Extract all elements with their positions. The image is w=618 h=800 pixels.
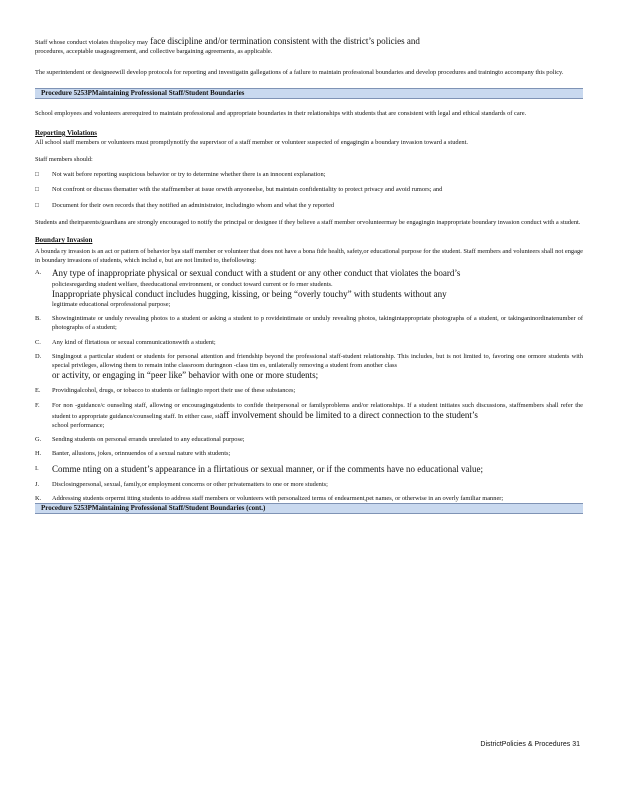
list-item-c: C. Any kind of flirtatious or sexual communicationswith a student; [35,338,216,346]
parents-paragraph: Students and theirparents/guardians are strongly encouraged to notify the principal or designee if they believe a staff member orvolunteermay be engagingin inappropriate boundary invasion conduct with a student. [35,218,581,226]
reporting-paragraph: All school staff members or volunteers must promptlynotify the supervisor of a staff member or volunteer suspected of engagingin a boundary invasion toward a student. [35,138,468,146]
intro-text-small: Staff whose conduct violates thispolicy may [35,39,148,46]
reporting-bullet: □ Document for their own records that they notified an administrator, includingto whom and what the y reported [35,201,335,209]
intro-text-large: face discipline and/or termination consistent with the district’s policies and [147,36,420,46]
list-item-b: B. Showingintimate or unduly revealing photos to a student or asking a student to p rovideintimate or unduly revealing photos, takingintappropriate photographs of a student, or takinganinordinatenumber of photographs of a student; [35,315,583,332]
reporting-bullet: □ Not wait before reporting suspicious behavior or try to determine whether there is an innocent explanation; [35,171,326,179]
document-page [35,36,583,514]
boundary-invasion-paragraph: A bounda ry invasion is an act or pattern of behavior bya staff member or volunteer that does not have a bona fide health, safety,or educational purpose for the student. Staff members and volunteers shall not engage in boundary invasions of students, which includ e, but are not limited to, thefollowing: [35,248,583,265]
procedure-header-bar-continued: Procedure 5253PMaintaining Professional Staff/Student Boundaries (cont.) [35,503,583,514]
list-item-h: H. Banter, allusions, jokes, orinnuendos of a sexual nature with students; [35,450,231,458]
bullet-box-icon: □ [35,186,39,194]
intro-paragraph-1 [35,36,583,56]
list-item-e: E. Providingalcohol, drugs, or tobacco to students or failingto report their use of these substances; [35,387,296,395]
bullet-box-icon: □ [35,201,39,209]
intro-paragraph-2: The superintendent or designeewill develop protocols for reporting and investigatin gallegations of a failure to maintain professional boundaries and develop procedures and trainingto accompany this policy. [35,69,564,77]
reporting-violations-heading: Reporting Violations [35,128,98,137]
boundary-invasion-heading: Boundary Invasion [35,236,93,245]
procedure-header-bar: Procedure 5253PMaintaining Professional Staff/Student Boundaries [35,88,583,99]
list-item-a: A. Any type of inappropriate physical or sexual conduct with a student or any other conduct that violates the board’s policiesregarding student welfare, theeducational environment, or conduct toward current or fo rmer students. Inappropriate physical conduct includes hugging, kissing, or being “overly touchy” with students without any legitimate educational orprofessional purpose; [35,268,461,309]
list-item-j: J. Disclosingpersonal, sexual, family,or employment concerns or other privatematters to one or more students; [35,480,328,488]
list-item-i: I. Comme nting on a student’s appearance in a flirtatious or sexual manner, or if the comments have no educational value; [35,463,484,474]
bullet-box-icon: □ [35,171,39,179]
boundaries-paragraph: School employees and volunteers arerequired to maintain professional and appropriate boundaries in their relationships with students that are consistent with legal and ethical standards of care. [35,109,527,117]
page-footer: DistrictPolicies & Procedures 31 [480,741,580,748]
staff-should-label: Staff members should: [35,156,93,164]
list-item-k: K. Addressing students orpermi itting students to address staff members or volunteers with personalized terms of endearment,pet names, or otherwise in an overly familiar manner; [35,494,504,502]
intro-text-rest: procedures, acceptable usageagreement, and collective bargaining agreements, as applicable. [35,48,273,56]
reporting-bullet: □ Not confront or discuss thematter with the staffmember at issue orwith anyoneelse, but maintain confidentiality to protect privacy and avoid rumors; and [35,186,443,194]
list-item-f: F. For non -guidance/c ounseling staff, allowing or encouragingstudents to confide theirpersonal or familyproblems and/or relationships. If a student initiates such discussions, staffmembers shall refer the student to appropriate guidance/counseling staff. In either case, staff involvement should be limited to a direct connection to the student’s school performance; [35,401,583,430]
list-item-d: D. Singlingout a particular student or students for personal attention and friendship beyond the professional staff-student relationship. This includes, but is not limited to, favoring one ormore students with special privileges, allowing them to remain inthe classroom duringnon -class tim es, unilaterally removing a student from another class or activity, or engaging in “peer like” behavior with one or more students; [35,352,583,381]
list-item-g: G. Sending students on personal errands unrelated to any educational purpose; [35,436,245,444]
